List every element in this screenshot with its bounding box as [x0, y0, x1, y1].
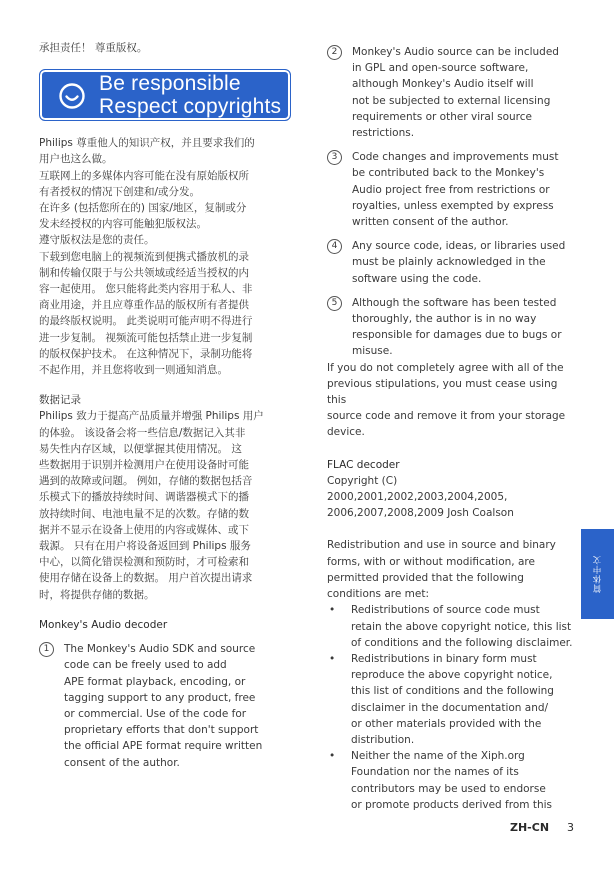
text-line: 些数据用于识别并检测用户在使用设备时可能 — [39, 459, 249, 472]
numbered-item — [327, 295, 573, 360]
text-line: 载源。 只有在用户将设备返回到 Philips 服务 — [39, 540, 251, 553]
text-line: Monkey's Audio source can be included — [352, 46, 559, 58]
text-line: of conditions and the following disclaimer. — [351, 636, 573, 649]
footer-language-code: ZH-CN — [510, 821, 550, 834]
text-line: restrictions. — [352, 127, 415, 140]
text-line: Neither the name of the Xiph.org — [351, 750, 525, 763]
item-number: 3 — [327, 150, 342, 165]
text-line: the official APE format require written — [64, 740, 263, 753]
agreement-paragraph — [327, 360, 573, 441]
text-line: Any source code, ideas, or libraries used — [352, 240, 566, 253]
text-line: in GPL and open-source software, — [352, 62, 529, 75]
text-line: 的最终版权说明。 此类说明可能声明不得进行 — [39, 315, 253, 328]
text-line: contributors may be used to endorse — [351, 782, 546, 795]
text-line: device. — [327, 426, 365, 439]
bullet-mark: • — [329, 750, 336, 763]
text-line: Audio project free from restrictions or — [352, 183, 550, 196]
copyright-text — [39, 135, 291, 378]
text-line: retain the above copyright notice, this list — [351, 620, 572, 633]
text-line: previous stipulations, you must cease using this — [327, 377, 558, 407]
side-tab-label: 简体中文 — [592, 555, 603, 593]
text-line: royalties, unless exempted by express — [352, 199, 554, 212]
text-line: Redistribution and use in source and binary — [327, 539, 556, 552]
banner-line-2: Respect copyrights — [99, 95, 282, 119]
text-line: 中心，以简化错误检测和预防时，才可检索和 — [39, 556, 249, 569]
text-line: consent of the author. — [64, 756, 180, 769]
bullet-item — [327, 748, 573, 813]
numbered-item — [327, 238, 573, 287]
numbered-item — [39, 641, 291, 771]
text-line: not be subjected to external licensing — [352, 94, 551, 107]
text-line: 遇到的故障或问题。 例如，存储的数据包括音 — [39, 475, 253, 488]
right-column — [327, 44, 573, 813]
text-line: 2006,2007,2008,2009 Josh Coalson — [327, 507, 514, 520]
text-line: 制和传输仅限于与公共领域或经适当授权的内 — [39, 266, 249, 279]
text-line: 在许多 (包括您所在的) 国家/地区，复制或分 — [39, 202, 247, 215]
text-line: 容一起使用。 您只能将此类内容用于私人、非 — [39, 283, 253, 296]
text-line: requirements or other viral source — [352, 110, 532, 123]
data-logging-section — [39, 392, 291, 603]
text-line: or other materials provided with the — [351, 717, 542, 730]
text-line: source code and remove it from your storage — [327, 410, 566, 423]
text-line: Redistributions of source code must — [351, 604, 540, 617]
text-line: 遵守版权法是您的责任。 — [39, 234, 155, 247]
text-line: or promote products derived from this — [351, 798, 552, 811]
bullet-item — [327, 602, 573, 651]
section-heading: 数据记录 — [39, 394, 81, 407]
text-line: 易失性内存区域，以便掌握其使用情况。 这 — [39, 442, 242, 455]
text-line: 互联网上的多媒体内容可能在没有原始版权所 — [39, 169, 249, 182]
smile-icon — [58, 82, 86, 110]
language-side-tab[interactable] — [581, 529, 614, 619]
text-line: Copyright (C) 2000,2001,2002,2003,2004,2005, — [327, 474, 508, 504]
text-line: reproduce the above copyright notice, — [351, 669, 553, 682]
text-line: 商业用途，并且应尊重作品的版权所有者提供 — [39, 299, 249, 312]
text-line: Foundation nor the names of its — [351, 766, 519, 779]
text-line: 下载到您电脑上的视频流到便携式播放机的录 — [39, 250, 249, 263]
text-line: conditions are met: — [327, 588, 430, 601]
text-line: 不起作用，并且您将收到一则通知消息。 — [39, 364, 228, 377]
text-line: disclaimer in the documentation and/ — [351, 701, 549, 714]
text-line: although Monkey's Audio itself will — [352, 78, 534, 91]
text-line: 放持续时间、电池电量不足的次数。存储的数 — [39, 507, 249, 520]
text-line: software using the code. — [352, 272, 482, 285]
banner-line-1: Be responsible — [99, 72, 241, 96]
text-line: code can be freely used to add — [64, 659, 227, 672]
text-line: responsible for damages due to bugs or — [352, 329, 562, 342]
text-line: tagging support to any product, free — [64, 691, 256, 704]
text-line: 用户也这么做。 — [39, 153, 113, 166]
text-line: distribution. — [351, 733, 415, 746]
text-line: 时，将提供存储的数据。 — [39, 588, 155, 601]
text-line: 据并不显示在设备上使用的内容或媒体、或下 — [39, 523, 249, 536]
page-number: 3 — [567, 821, 574, 834]
text-line: Philips 致力于提高产品质量并增强 Philips 用户 — [39, 410, 264, 423]
text-line: forms, with or without modification, are — [327, 555, 535, 568]
copyright-banner — [39, 69, 291, 121]
item-number: 2 — [327, 45, 342, 60]
text-line: Philips 尊重他人的知识产权，并且要求我们的 — [39, 137, 255, 150]
text-line: The Monkey's Audio SDK and source — [64, 643, 256, 656]
text-line: written consent of the author. — [352, 216, 509, 229]
text-line: thoroughly, the author is in no way — [352, 313, 537, 326]
flac-section — [327, 457, 573, 813]
text-line: APE format playback, encoding, or — [64, 675, 246, 688]
text-line: 进一步复制。 视频流可能包括禁止进一步复制 — [39, 331, 253, 344]
text-line: proprietary efforts that don't support — [64, 724, 259, 737]
numbered-item — [327, 149, 573, 230]
text-line: must be plainly acknowledged in the — [352, 256, 546, 269]
copyright-intro-line: 承担责任！ 尊重版权。 — [39, 42, 148, 54]
bullet-mark: • — [329, 652, 336, 665]
text-line: If you do not completely agree with all of the — [327, 361, 564, 374]
section-heading: Monkey's Audio decoder — [39, 618, 168, 631]
bullet-item — [327, 651, 573, 748]
left-column — [39, 40, 291, 771]
text-line: 的体验。 该设备会将一些信息/数据记入其非 — [39, 426, 246, 439]
text-line: misuse. — [352, 345, 393, 358]
text-line: Redistributions in binary form must — [351, 652, 537, 665]
item-number: 1 — [39, 642, 54, 657]
text-line: be contributed back to the Monkey's — [352, 167, 545, 180]
item-number: 5 — [327, 296, 342, 311]
text-line: 使用存储在设备上的数据。 用户首次提出请求 — [39, 572, 253, 585]
text-line: 乐模式下的播放持续时间、调谐器模式下的播 — [39, 491, 249, 504]
text-line: permitted provided that the following — [327, 571, 524, 584]
text-line: 发未经授权的内容可能触犯版权法。 — [39, 218, 207, 231]
text-line: 的版权保护技术。 在这种情况下，录制功能将 — [39, 347, 253, 360]
item-number: 4 — [327, 239, 342, 254]
text-line: or commercial. Use of the code for — [64, 707, 247, 720]
text-line: 有者授权的情况下创建和/或分发。 — [39, 185, 201, 198]
text-line: Code changes and improvements must — [352, 151, 559, 164]
text-line: Although the software has been tested — [352, 296, 557, 309]
monkey-audio-section — [39, 617, 291, 771]
numbered-item — [327, 44, 573, 141]
bullet-mark: • — [329, 604, 336, 617]
text-line: this list of conditions and the following — [351, 685, 554, 698]
section-heading: FLAC decoder — [327, 458, 400, 471]
